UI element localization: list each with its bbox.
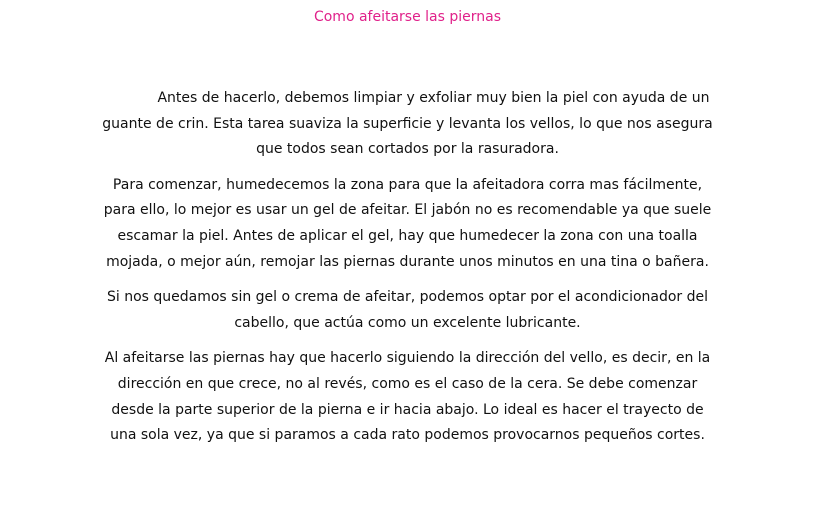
paragraph-alternative: Si nos quedamos sin gel o crema de afeitar, podemos optar por el acondicionador del cabello, que actúa como un excelente lubricante. (106, 289, 709, 331)
document-body (100, 86, 715, 459)
document-title: Como afeitarse las piernas (313, 9, 502, 25)
paragraph-moisten: Para comenzar, humedecemos la zona para que la afeitadora corra mas fácilmente, para ello, lo mejor es usar un gel de afeitar. El jabón no es recomendable ya que suele escamar la piel. Antes de aplicar el gel, hay que humedecer la zona con una toalla mojada, o mejor aún, remojar las piernas durante unos minutos en una tina o bañera. (103, 176, 712, 270)
paragraph-preparation: Antes de hacerlo, debemos limpiar y exfoliar muy bien la piel con ayuda de un guante de crin. Esta tarea suaviza la superficie y levanta los vellos, lo que nos asegura que todos sean cortados por la rasuradora. (102, 90, 713, 158)
paragraph-direction: Al afeitarse las piernas hay que hacerlo siguiendo la dirección del vello, es decir, en la dirección en que crece, no al revés, como es el caso de la cera. Se debe comenzar desde la parte superior de la pierna e ir hacia abajo. Lo ideal es hacer el trayecto de una sola vez, ya que si paramos a cada rato podemos provocarnos pequeños cortes. (104, 350, 711, 444)
